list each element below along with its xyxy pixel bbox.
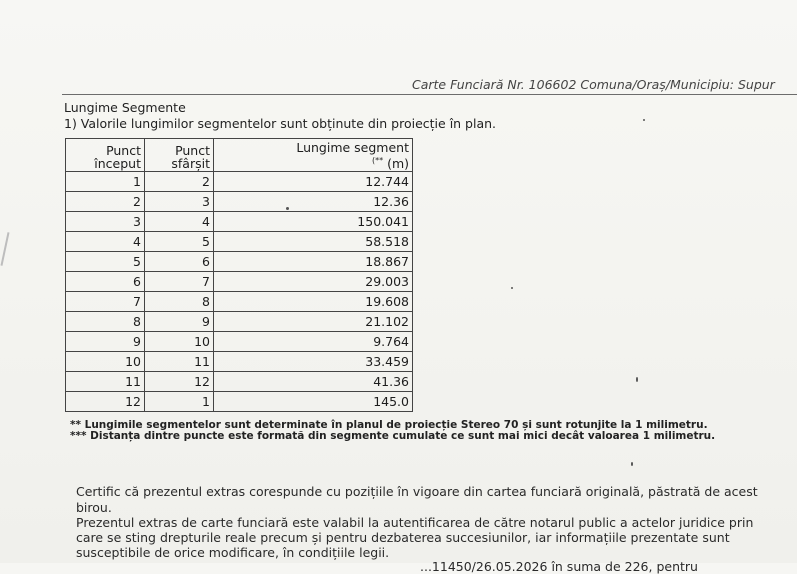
table-row	[66, 392, 413, 412]
header-start-line2: început	[94, 156, 141, 172]
validity-line-continued: care se sting drepturile reale precum și pentru dezbaterea succesiunilor, iar informațiile prezentate sunt	[76, 530, 730, 545]
cell-end: 3	[145, 192, 214, 212]
cell-end: 1	[145, 392, 214, 412]
certification-line: Certific că prezentul extras corespunde cu pozițiile în vigoare din cartea funciară originală, păstrată de acest	[76, 484, 758, 499]
payment-line-partial: ...11450/26.05.2026 în suma de 226, pentru	[420, 559, 698, 574]
cell-end: 4	[145, 212, 214, 232]
cell-end: 7	[145, 272, 214, 292]
cell-end: 12	[145, 372, 214, 392]
cell-start: 8	[66, 312, 145, 332]
cell-length: 18.867	[214, 252, 413, 272]
cell-length: 41.36	[214, 372, 413, 392]
segments-table	[65, 138, 413, 412]
cell-length: 58.518	[214, 232, 413, 252]
cell-length: 33.459	[214, 352, 413, 372]
table-row	[66, 232, 413, 252]
scan-speck	[643, 119, 645, 121]
table-row	[66, 172, 413, 192]
cell-length: 29.003	[214, 272, 413, 292]
cell-end: 6	[145, 252, 214, 272]
table-row	[66, 332, 413, 352]
cell-start: 7	[66, 292, 145, 312]
cell-end: 11	[145, 352, 214, 372]
table-row	[66, 352, 413, 372]
header-length-unit: (m)	[387, 156, 409, 172]
document-header: Carte Funciară Nr. 106602 Comuna/Oraș/Municipiu: Supur	[412, 77, 775, 92]
cell-start: 5	[66, 252, 145, 272]
table-header-row	[66, 139, 413, 172]
cell-start: 11	[66, 372, 145, 392]
header-end-line1: Punct	[175, 143, 210, 159]
cell-length: 21.102	[214, 312, 413, 332]
cell-start: 4	[66, 232, 145, 252]
cell-length: 145.0	[214, 392, 413, 412]
header-length-line1: Lungime segment	[296, 140, 409, 155]
scan-margin-mark	[0, 232, 9, 266]
cell-start: 12	[66, 392, 145, 412]
table-body	[66, 172, 413, 412]
header-start-point	[66, 139, 145, 172]
footnote-triple-asterisk: *** Distanța dintre puncte este formată din segmente cumulate ce sunt mai mici decât valoarea 1 milimetru.	[70, 430, 716, 442]
cell-end: 2	[145, 172, 214, 192]
header-end-point	[145, 139, 214, 172]
cell-start: 2	[66, 192, 145, 212]
cell-start: 3	[66, 212, 145, 232]
section-subtitle: 1) Valorile lungimilor segmentelor sunt obținute din proiecție în plan.	[64, 116, 497, 131]
cell-length: 12.36	[214, 192, 413, 212]
cell-end: 8	[145, 292, 214, 312]
header-segment-length	[214, 139, 413, 172]
table-row	[66, 292, 413, 312]
validity-line-end: susceptibile de orice modificare, în condițiile legii.	[76, 545, 390, 560]
cell-end: 9	[145, 312, 214, 332]
table-row	[66, 372, 413, 392]
table-row	[66, 192, 413, 212]
cell-length: 150.041	[214, 212, 413, 232]
table-row	[66, 272, 413, 292]
header-end-line2: sfârșit	[171, 156, 210, 172]
scan-speck	[511, 287, 513, 289]
cell-length: 12.744	[214, 172, 413, 192]
validity-line: Prezentul extras de carte funciară este valabil la autentificarea de către notarul public a actelor juridice prin	[76, 515, 754, 530]
cell-start: 1	[66, 172, 145, 192]
section-title: Lungime Segmente	[64, 100, 186, 115]
cell-length: 19.608	[214, 292, 413, 312]
cell-start: 6	[66, 272, 145, 292]
table-row	[66, 312, 413, 332]
cell-length: 9.764	[214, 332, 413, 352]
scan-speck	[286, 207, 289, 210]
cell-end: 5	[145, 232, 214, 252]
cell-start: 9	[66, 332, 145, 352]
table-row	[66, 252, 413, 272]
cell-end: 10	[145, 332, 214, 352]
header-start-line1: Punct	[106, 143, 141, 159]
scan-speck	[636, 377, 638, 382]
cell-start: 10	[66, 352, 145, 372]
table-row	[66, 212, 413, 232]
footnote-double-asterisk: ** Lungimile segmentelor sunt determinate în planul de proiecție Stereo 70 și sunt rotunjite la 1 milimetru.	[70, 419, 708, 431]
certification-line-continued: birou.	[76, 500, 112, 515]
header-length-marker: (**	[371, 156, 384, 165]
scan-speck	[631, 462, 633, 466]
